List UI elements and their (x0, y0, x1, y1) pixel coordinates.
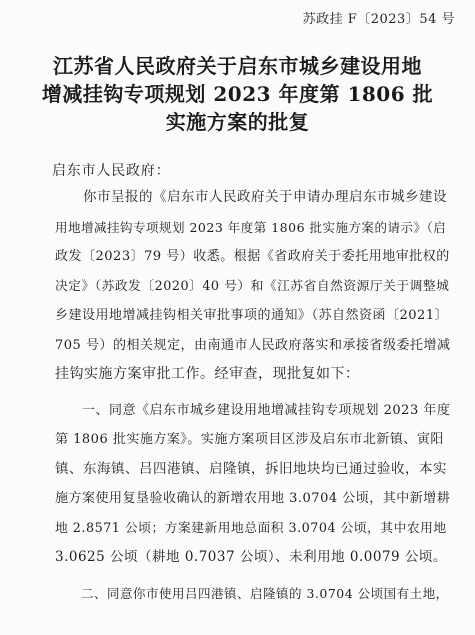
document-body (52, 160, 450, 608)
text-line: 挂钩实施方案审批工作。经审查，现批复如下： (55, 366, 360, 382)
title-line: 增减挂钩专项规划 2023 年度第 1806 批 (41, 82, 434, 106)
salutation: 启东市人民政府： (52, 163, 171, 179)
paragraph-item-two (55, 579, 450, 609)
text-line: 地 2.8571 公顷；方案建新用地总面积 3.0704 公顷，其中农用地 (55, 520, 447, 536)
document-title (20, 52, 455, 136)
title-line: 江苏省人民政府关于启东市城乡建设用地 (53, 54, 422, 78)
text-line: 你市呈报的《启东市人民政府关于申请办理启东市城乡建设 (55, 189, 447, 205)
title-line: 实施方案的批复 (165, 110, 310, 134)
text-line: 政发〔2023〕79 号）收悉。根据《省政府关于委托用地审批权的 (55, 249, 450, 264)
text-line: 镇、东海镇、吕四港镇、启隆镇，拆旧地块均已通过验收，本实 (55, 460, 447, 477)
text-line: 施方案使用复垦验收确认的新增农用地 3.0704 公顷，其中新增耕 (55, 491, 450, 506)
text-line: 决定》（苏政发〔2020〕40 号）和《江苏省自然资源厅关于调整城 (55, 278, 450, 294)
document-number: 苏政挂 F〔2023〕54 号 (302, 12, 455, 27)
text-line: 二、同意你市使用吕四港镇、启隆镇的 3.0704 公顷国有土地， (55, 585, 449, 601)
paragraph-item-one (55, 396, 450, 573)
text-line: 乡建设用地增减挂钩相关审批事项的通知》（苏自然资函〔2021〕 (55, 308, 449, 323)
text-line: 第 1806 批实施方案》。实施方案项目区涉及启东市北新镇、寅阳 (55, 432, 444, 447)
text-line: 一、同意《启东市城乡建设用地增减挂钩专项规划 2023 年度 (55, 402, 450, 418)
paragraph-intro (55, 183, 450, 390)
text-line: 705 号）的相关规定，由南通市人民政府落实和承接省级委托增减 (55, 337, 450, 353)
text-line: 3.0625 公顷（耕地 0.7037 公顷）、未利用地 0.0079 公顷。 (55, 549, 447, 565)
text-line: 用地增减挂钩专项规划 2023 年度第 1806 批实施方案的请示》（启 (55, 219, 447, 235)
